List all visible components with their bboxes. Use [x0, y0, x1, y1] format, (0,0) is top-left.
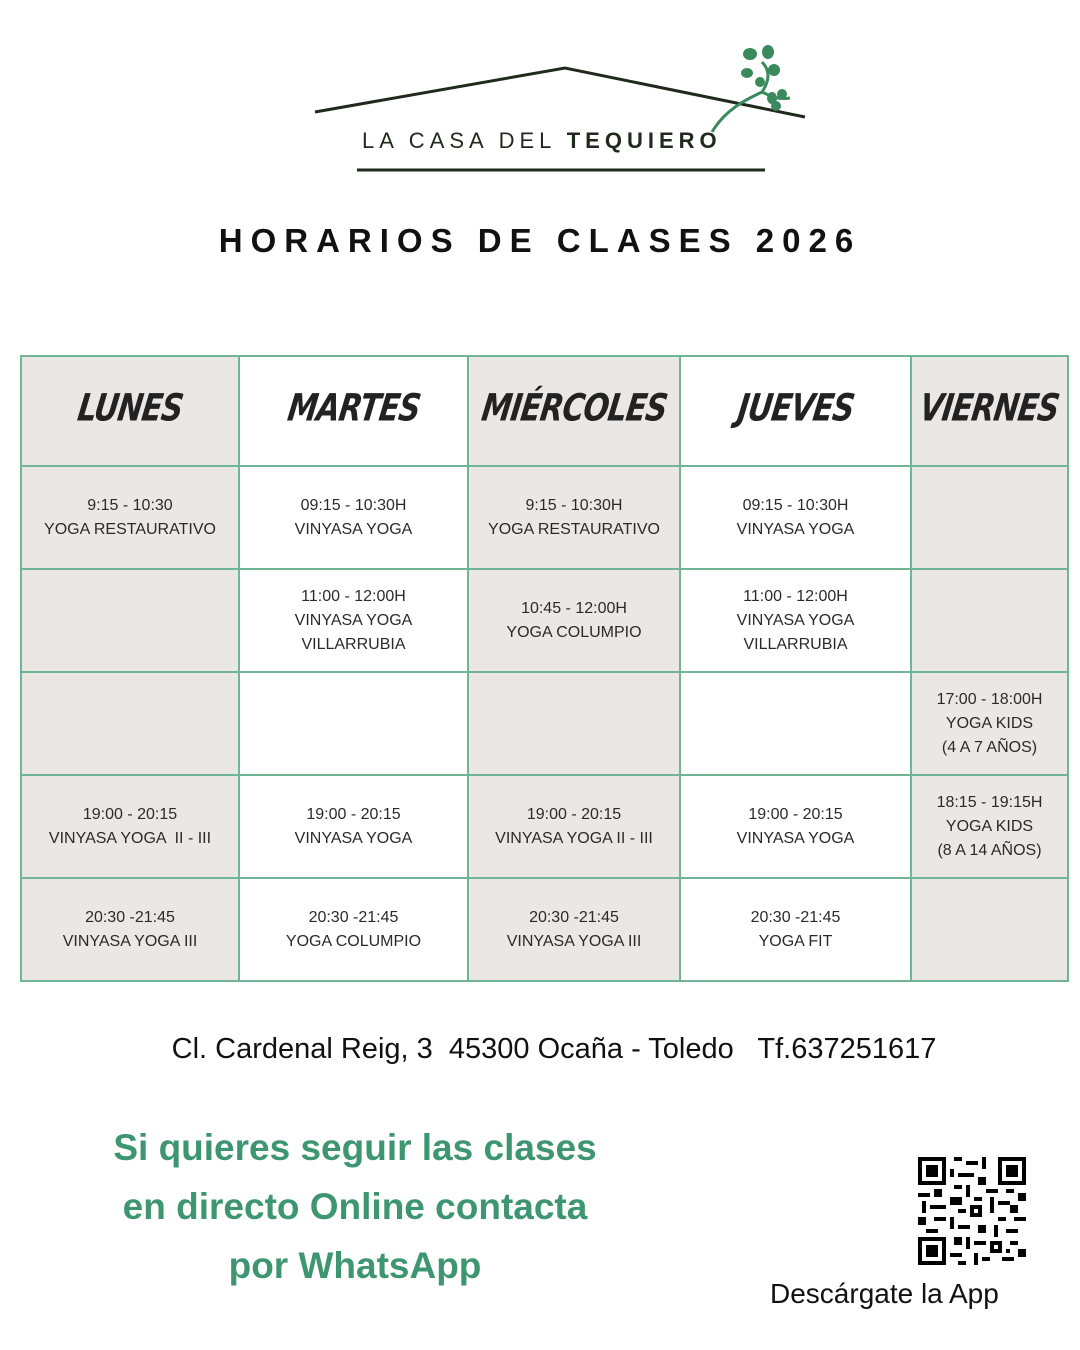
class-cell-empty	[911, 466, 1068, 569]
qr-code-icon[interactable]	[918, 1157, 1026, 1265]
schedule-row	[21, 569, 1068, 672]
day-header-row	[21, 356, 1068, 466]
day-header: VIERNES	[911, 356, 1068, 466]
class-cell: 20:30 -21:45 YOGA FIT	[680, 878, 911, 981]
class-cell-empty	[680, 672, 911, 775]
class-cell: 20:30 -21:45 VINYASA YOGA III	[21, 878, 239, 981]
class-cell: 18:15 - 19:15H YOGA KIDS (8 A 14 AÑOS)	[911, 775, 1068, 878]
class-cell-empty	[911, 569, 1068, 672]
house-roof-logo-icon	[300, 40, 820, 180]
class-cell: 10:45 - 12:00H YOGA COLUMPIO	[468, 569, 680, 672]
day-header: MIÉRCOLES	[468, 356, 680, 466]
class-cell: 19:00 - 20:15 VINYASA YOGA II - III	[21, 775, 239, 878]
class-cell: 19:00 - 20:15 VINYASA YOGA	[680, 775, 911, 878]
class-cell-empty	[468, 672, 680, 775]
brand-name: LA CASA DEL TEQUIERO	[362, 128, 722, 153]
schedule-row	[21, 878, 1068, 981]
page-title: HORARIOS DE CLASES 2026	[218, 222, 862, 259]
class-cell-empty	[239, 672, 468, 775]
address-phone: Cl. Cardenal Reig, 3 45300 Ocaña - Toledo Tf.637251617	[171, 1033, 937, 1065]
day-header: MARTES	[239, 356, 468, 466]
class-cell: 09:15 - 10:30H VINYASA YOGA	[680, 466, 911, 569]
day-header: JUEVES	[680, 356, 911, 466]
day-header: LUNES	[21, 356, 239, 466]
class-cell-empty	[21, 672, 239, 775]
class-cell: 19:00 - 20:15 VINYASA YOGA	[239, 775, 468, 878]
class-cell: 9:15 - 10:30H YOGA RESTAURATIVO	[468, 466, 680, 569]
class-cell-empty	[21, 569, 239, 672]
schedule-row	[21, 466, 1068, 569]
class-cell: 9:15 - 10:30 YOGA RESTAURATIVO	[21, 466, 239, 569]
schedule-table	[20, 355, 1069, 982]
class-cell: 20:30 -21:45 YOGA COLUMPIO	[239, 878, 468, 981]
class-cell: 19:00 - 20:15 VINYASA YOGA II - III	[468, 775, 680, 878]
whatsapp-promo: Si quieres seguir las clases en directo Online contacta por WhatsApp	[113, 1127, 597, 1286]
class-cell: 17:00 - 18:00H YOGA KIDS (4 A 7 AÑOS)	[911, 672, 1068, 775]
class-cell: 11:00 - 12:00H VINYASA YOGA VILLARRUBIA	[680, 569, 911, 672]
schedule-row	[21, 672, 1068, 775]
class-cell: 09:15 - 10:30H VINYASA YOGA	[239, 466, 468, 569]
download-app-label: Descárgate la App	[770, 1278, 999, 1309]
schedule-row	[21, 775, 1068, 878]
class-cell: 20:30 -21:45 VINYASA YOGA III	[468, 878, 680, 981]
class-cell-empty	[911, 878, 1068, 981]
logo	[300, 40, 820, 180]
class-cell: 11:00 - 12:00H VINYASA YOGA VILLARRUBIA	[239, 569, 468, 672]
